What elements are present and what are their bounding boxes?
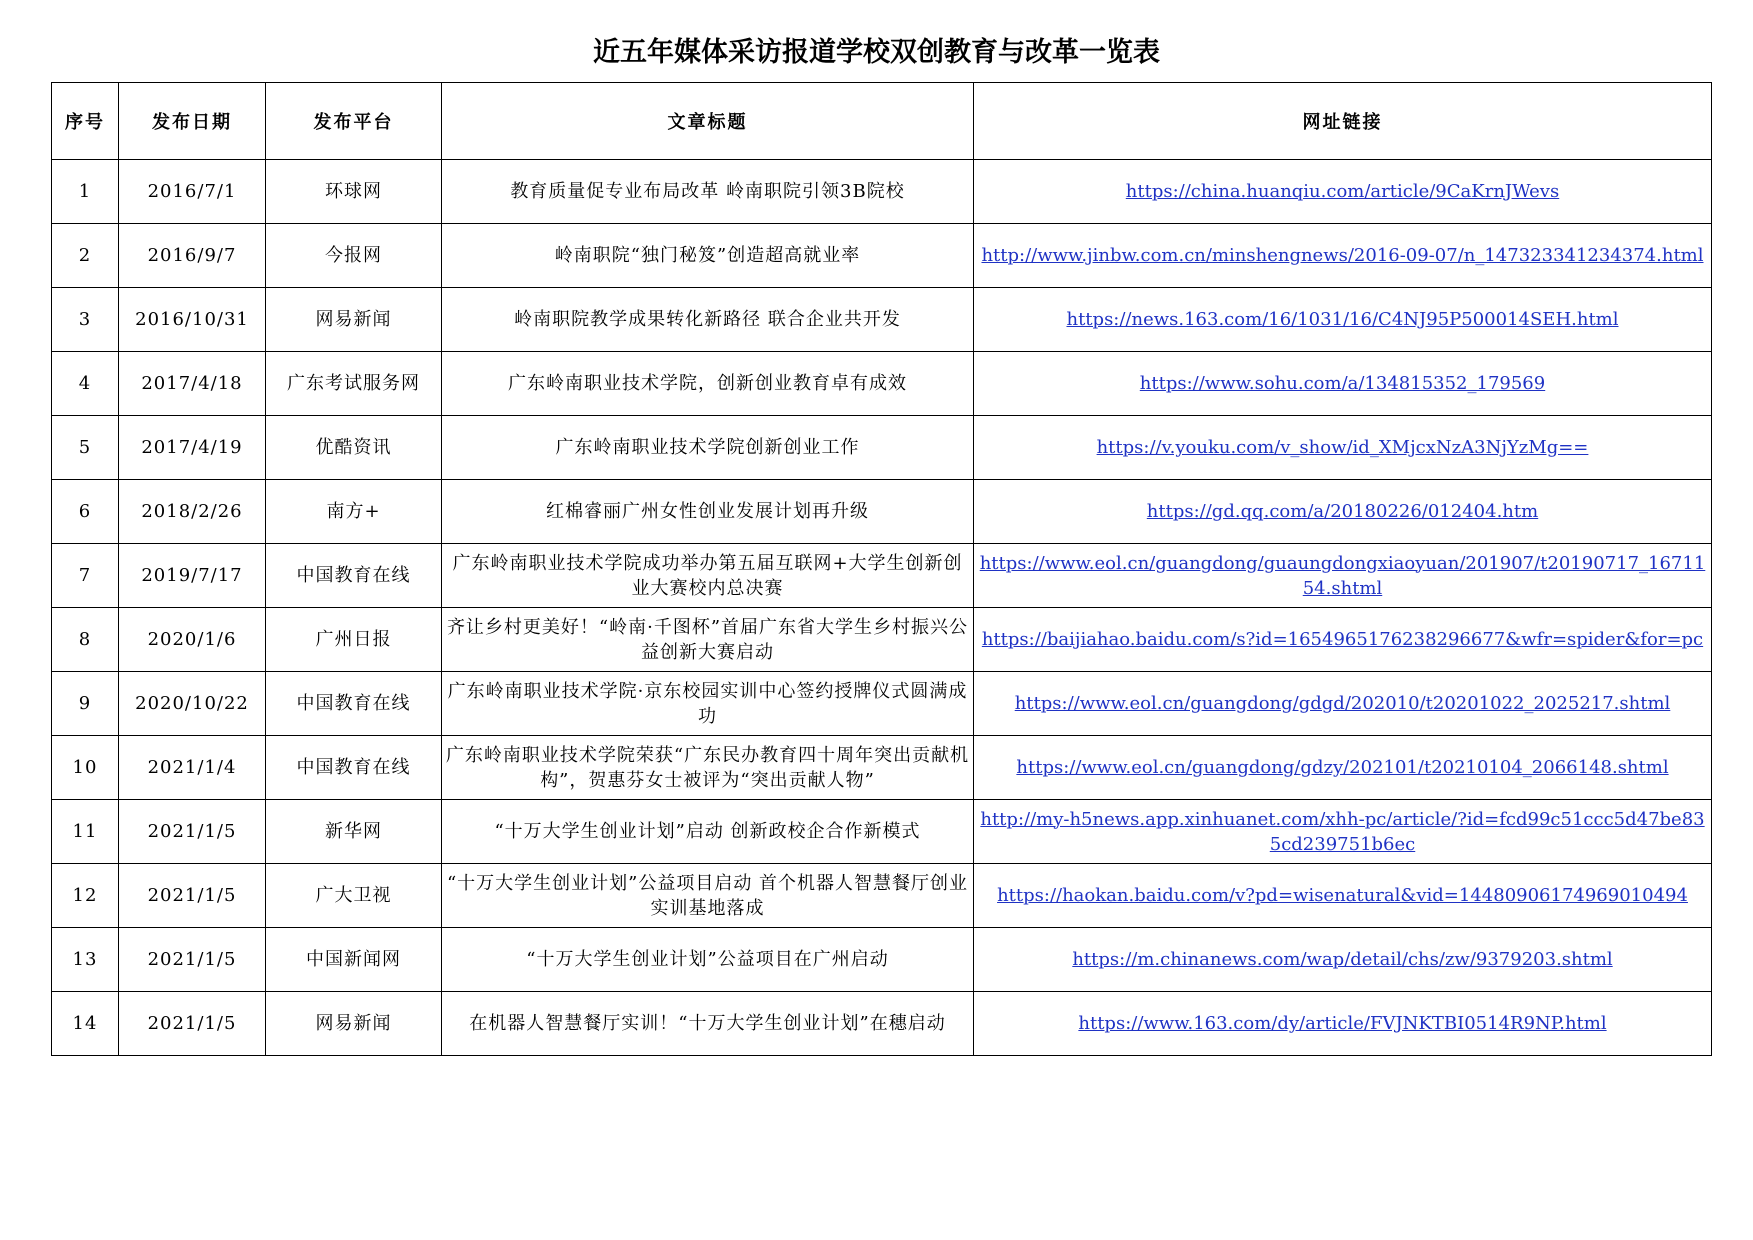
url-cell	[974, 608, 1712, 672]
column-header-no: 序号	[52, 83, 119, 160]
article-link[interactable]: https://www.163.com/dy/article/FVJNKTBI0514R9NP.html	[1078, 1013, 1607, 1034]
publish-date-cell: 2020/10/22	[119, 672, 266, 736]
row-number-cell: 10	[52, 736, 119, 800]
article-link[interactable]: https://m.chinanews.com/wap/detail/chs/zw/9379203.shtml	[1072, 949, 1613, 970]
row-number-cell: 5	[52, 416, 119, 480]
table-row	[52, 864, 1712, 928]
platform-cell: 今报网	[266, 224, 442, 288]
column-header-title: 文章标题	[442, 83, 974, 160]
url-cell	[974, 160, 1712, 224]
publish-date-cell: 2016/9/7	[119, 224, 266, 288]
article-title-cell: 岭南职院教学成果转化新路径 联合企业共开发	[442, 288, 974, 352]
row-number-cell: 2	[52, 224, 119, 288]
platform-cell: 优酷资讯	[266, 416, 442, 480]
publish-date-cell: 2020/1/6	[119, 608, 266, 672]
table-row	[52, 480, 1712, 544]
table-row	[52, 160, 1712, 224]
article-link[interactable]: https://haokan.baidu.com/v?pd=wisenatural&vid=14480906174969010494	[997, 885, 1688, 906]
platform-cell: 环球网	[266, 160, 442, 224]
row-number-cell: 12	[52, 864, 119, 928]
article-link[interactable]: https://www.eol.cn/guangdong/guaungdongxiaoyuan/201907/t20190717_1671154.shtml	[979, 552, 1706, 599]
table-row	[52, 544, 1712, 608]
article-link[interactable]: https://v.youku.com/v_show/id_XMjcxNzA3NjYzMg==	[1096, 437, 1589, 458]
table-row	[52, 352, 1712, 416]
column-header-url: 网址链接	[974, 83, 1712, 160]
article-link[interactable]: http://my-h5news.app.xinhuanet.com/xhh-pc/article/?id=fcd99c51ccc5d47be835cd239751b6ec	[980, 808, 1705, 855]
publish-date-cell: 2016/7/1	[119, 160, 266, 224]
article-link[interactable]: https://baijiahao.baidu.com/s?id=1654965176238296677&wfr=spider&for=pc	[981, 629, 1704, 650]
publish-date-cell: 2021/1/5	[119, 992, 266, 1056]
url-cell	[974, 416, 1712, 480]
row-number-cell: 14	[52, 992, 119, 1056]
article-title-cell: 齐让乡村更美好！“岭南·千图杯”首届广东省大学生乡村振兴公益创新大赛启动	[442, 608, 974, 672]
platform-cell: 广东考试服务网	[266, 352, 442, 416]
table-row	[52, 608, 1712, 672]
header-row	[52, 83, 1712, 160]
table-row	[52, 992, 1712, 1056]
article-title-cell: “十万大学生创业计划”公益项目在广州启动	[442, 928, 974, 992]
platform-cell: 网易新闻	[266, 288, 442, 352]
platform-cell: 南方+	[266, 480, 442, 544]
article-link[interactable]: https://news.163.com/16/1031/16/C4NJ95P500014SEH.html	[1066, 309, 1619, 330]
row-number-cell: 7	[52, 544, 119, 608]
article-title-cell: “十万大学生创业计划”公益项目启动 首个机器人智慧餐厅创业实训基地落成	[442, 864, 974, 928]
url-cell	[974, 672, 1712, 736]
column-header-date: 发布日期	[119, 83, 266, 160]
row-number-cell: 8	[52, 608, 119, 672]
url-cell	[974, 352, 1712, 416]
row-number-cell: 4	[52, 352, 119, 416]
article-title-cell: 广东岭南职业技术学院创新创业工作	[442, 416, 974, 480]
row-number-cell: 13	[52, 928, 119, 992]
row-number-cell: 3	[52, 288, 119, 352]
url-cell	[974, 480, 1712, 544]
row-number-cell: 11	[52, 800, 119, 864]
article-link[interactable]: https://china.huanqiu.com/article/9CaKrnJWevs	[1125, 181, 1560, 202]
article-link[interactable]: https://www.eol.cn/guangdong/gdgd/202010/t20201022_2025217.shtml	[1014, 693, 1671, 714]
publish-date-cell: 2021/1/5	[119, 864, 266, 928]
table-row	[52, 672, 1712, 736]
publish-date-cell: 2019/7/17	[119, 544, 266, 608]
publish-date-cell: 2021/1/5	[119, 800, 266, 864]
page-title: 近五年媒体采访报道学校双创教育与改革一览表	[593, 37, 1160, 68]
table-row	[52, 224, 1712, 288]
table-row	[52, 736, 1712, 800]
publish-date-cell: 2021/1/5	[119, 928, 266, 992]
url-cell	[974, 288, 1712, 352]
article-title-cell: 在机器人智慧餐厅实训！“十万大学生创业计划”在穗启动	[442, 992, 974, 1056]
article-title-cell: 岭南职院“独门秘笈”创造超高就业率	[442, 224, 974, 288]
url-cell	[974, 928, 1712, 992]
url-cell	[974, 992, 1712, 1056]
platform-cell: 网易新闻	[266, 992, 442, 1056]
url-cell	[974, 736, 1712, 800]
article-title-cell: 广东岭南职业技术学院·京东校园实训中心签约授牌仪式圆满成功	[442, 672, 974, 736]
row-number-cell: 1	[52, 160, 119, 224]
article-link[interactable]: https://gd.qq.com/a/20180226/012404.htm	[1146, 501, 1539, 522]
publish-date-cell: 2018/2/26	[119, 480, 266, 544]
table-row	[52, 416, 1712, 480]
article-title-cell: 广东岭南职业技术学院荣获“广东民办教育四十周年突出贡献机构”，贺惠芬女士被评为“突出贡献人物”	[442, 736, 974, 800]
platform-cell: 中国教育在线	[266, 544, 442, 608]
platform-cell: 中国新闻网	[266, 928, 442, 992]
row-number-cell: 6	[52, 480, 119, 544]
url-cell	[974, 224, 1712, 288]
publish-date-cell: 2017/4/18	[119, 352, 266, 416]
table-row	[52, 800, 1712, 864]
article-link[interactable]: https://www.eol.cn/guangdong/gdzy/202101/t20210104_2066148.shtml	[1016, 757, 1669, 778]
publish-date-cell: 2017/4/19	[119, 416, 266, 480]
article-title-cell: 红棉睿丽广州女性创业发展计划再升级	[442, 480, 974, 544]
article-title-cell: 广东岭南职业技术学院成功举办第五届互联网+大学生创新创业大赛校内总决赛	[442, 544, 974, 608]
platform-cell: 广大卫视	[266, 864, 442, 928]
table-row	[52, 288, 1712, 352]
url-cell	[974, 544, 1712, 608]
platform-cell: 广州日报	[266, 608, 442, 672]
row-number-cell: 9	[52, 672, 119, 736]
platform-cell: 中国教育在线	[266, 672, 442, 736]
publish-date-cell: 2016/10/31	[119, 288, 266, 352]
article-link[interactable]: https://www.sohu.com/a/134815352_179569	[1139, 373, 1546, 394]
url-cell	[974, 864, 1712, 928]
article-link[interactable]: http://www.jinbw.com.cn/minshengnews/2016-09-07/n_147323341234374.html	[981, 245, 1704, 266]
article-title-cell: 广东岭南职业技术学院，创新创业教育卓有成效	[442, 352, 974, 416]
article-title-cell: 教育质量促专业布局改革 岭南职院引领3B院校	[442, 160, 974, 224]
media-report-table	[51, 82, 1712, 1056]
url-cell	[974, 800, 1712, 864]
article-title-cell: “十万大学生创业计划”启动 创新政校企合作新模式	[442, 800, 974, 864]
table-body	[52, 160, 1712, 1056]
column-header-platform: 发布平台	[266, 83, 442, 160]
platform-cell: 中国教育在线	[266, 736, 442, 800]
table-row	[52, 928, 1712, 992]
publish-date-cell: 2021/1/4	[119, 736, 266, 800]
platform-cell: 新华网	[266, 800, 442, 864]
